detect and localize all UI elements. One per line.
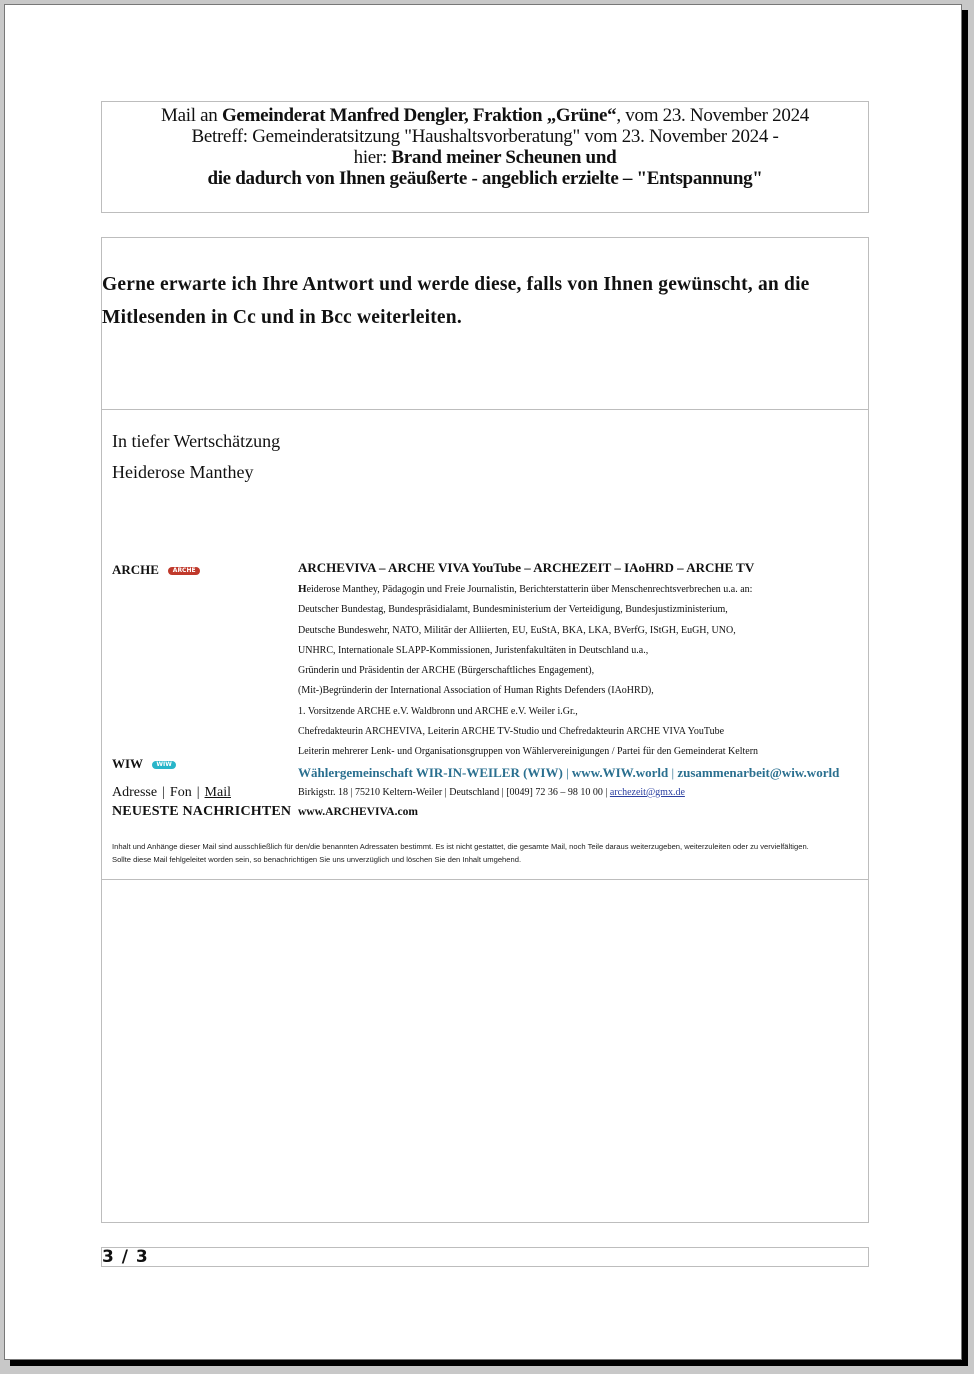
info-line: Gründerin und Präsidentin der ARCHE (Bürgerschaftliches Engagement),	[298, 665, 595, 677]
header-line-subject: Betreff: Gemeinderatsitzung "Haushaltsvorberatung" vom 23. November 2024 -	[191, 126, 779, 147]
wiw-logo-badge[interactable]: WIW	[152, 761, 176, 769]
link-separator: |	[162, 785, 165, 800]
mail-body	[101, 237, 869, 1223]
signer-name: Heiderose Manthey	[112, 462, 254, 482]
header-topic-prefix: hier:	[353, 147, 392, 168]
disclaimer-line-1: Inhalt und Anhänge dieser Mail sind ausschließlich für den/die benannten Adressaten bestimmt. Es ist nicht gestattet, die gesamte Mail, noch Teile daraus weiterzugeben, weiterzuleiten oder zu vervielfältigen.	[112, 842, 809, 851]
header-prefix: Mail an	[161, 105, 222, 126]
info-line: UNHRC, Internationale SLAPP-Kommissionen, Juristenfakultäten in Deutschland u.a.,	[298, 644, 649, 656]
page-number: 3 / 3	[102, 1247, 149, 1267]
info-line: (Mit-)Begründerin der International Association of Human Rights Defenders (IAoHRD),	[298, 685, 654, 697]
info-title: ARCHEVIVA – ARCHE VIVA YouTube – ARCHEZEIT – IAoHRD – ARCHE TV	[298, 560, 755, 575]
signature-section	[102, 410, 868, 880]
info-line: Deutscher Bundestag, Bundespräsidialamt, Bundesministerium der Verteidigung, Bundesjustizministerium,	[298, 604, 728, 616]
address-line	[298, 783, 868, 803]
intro-text: Gerne erwarte ich Ihre Antwort und werde diese, falls von Ihnen gewünscht, an die Mitlesenden in Cc und in Bcc weiterleiten.	[102, 274, 810, 328]
legal-disclaimer	[112, 840, 862, 866]
news-link[interactable]: NEUESTE NACHRICHTEN	[112, 804, 292, 819]
wiw-line: Wählergemeinschaft WIR-IN-WEILER (WIW) | www.WIW.world | zusammenarbeit@wiw.world	[298, 764, 840, 780]
document-page	[4, 4, 962, 1360]
info-line: Leiterin mehrerer Lenk- und Organisationsgruppen von Wählervereinigungen / Partei für den Gemeinderat Keltern	[298, 746, 759, 758]
link-address[interactable]: Adresse	[112, 785, 158, 800]
postal-address: Birkigstr. 18 | 75210 Keltern-Weiler | Deutschland | [0049] 72 36 – 98 10 00 |	[298, 786, 610, 798]
website-link[interactable]: www.ARCHEVIVA.com	[298, 805, 418, 818]
arche-label-text: ARCHE	[112, 562, 159, 577]
header-date: , vom 23. November 2024	[616, 105, 809, 126]
page-footer	[101, 1247, 869, 1267]
info-initial: H	[298, 583, 307, 595]
link-mail[interactable]: Mail	[204, 785, 231, 800]
mail-header	[101, 101, 869, 213]
header-line-topic	[102, 147, 868, 168]
signature-greeting-block	[112, 426, 280, 488]
intro-section	[102, 238, 868, 410]
greeting: In tiefer Wertschätzung	[112, 431, 281, 451]
wiw-email-link[interactable]: zusammenarbeit@wiw.world	[677, 764, 840, 780]
arche-logo-badge[interactable]: ARCHE	[168, 567, 200, 575]
info-intro: eiderose Manthey, Pädagogin und Freie Journalistin, Berichterstatterin über Menschenrechtsverbrechen u.a. an:	[306, 584, 753, 595]
signature-info	[298, 560, 868, 821]
disclaimer-line-2: Sollte diese Mail fehlgeleitet worden sein, so benachrichtigen Sie uns unverzüglich und löschen Sie den Inhalt umgehend.	[112, 855, 522, 864]
wiw-name: Wählergemeinschaft WIR-IN-WEILER (WIW)	[298, 764, 563, 780]
wiw-site-link[interactable]: www.WIW.world	[571, 764, 669, 780]
arche-label	[112, 562, 200, 578]
contact-links	[112, 782, 231, 804]
contact-email-link[interactable]: archezeit@gmx.de	[609, 786, 685, 798]
header-line-topic-2	[102, 168, 868, 189]
link-phone[interactable]: Fon	[169, 785, 192, 800]
info-line: Chefredakteurin ARCHEVIVA, Leiterin ARCHE TV-Studio und Chefredakteurin ARCHE VIVA YouTube	[298, 726, 725, 738]
info-line	[298, 579, 868, 600]
header-line-recipient	[102, 105, 868, 126]
header-topic: Brand meiner Scheunen und	[391, 147, 617, 168]
wiw-label	[112, 756, 176, 772]
info-line: Deutsche Bundeswehr, NATO, Militär der Alliierten, EU, EuStA, BKA, LKA, BVerfG, IStGH, EuGH, UNO,	[298, 624, 736, 636]
header-recipient: Gemeinderat Manfred Dengler, Fraktion „Grüne“	[221, 105, 617, 126]
wiw-label-text: WIW	[112, 756, 143, 771]
link-separator: |	[196, 785, 200, 800]
header-topic-2: die dadurch von Ihnen geäußerte - angeblich erzielte – "Entspannung"	[207, 168, 763, 189]
info-line: 1. Vorsitzende ARCHE e.V. Waldbronn und ARCHE e.V. Weiler i.Gr.,	[298, 705, 578, 717]
